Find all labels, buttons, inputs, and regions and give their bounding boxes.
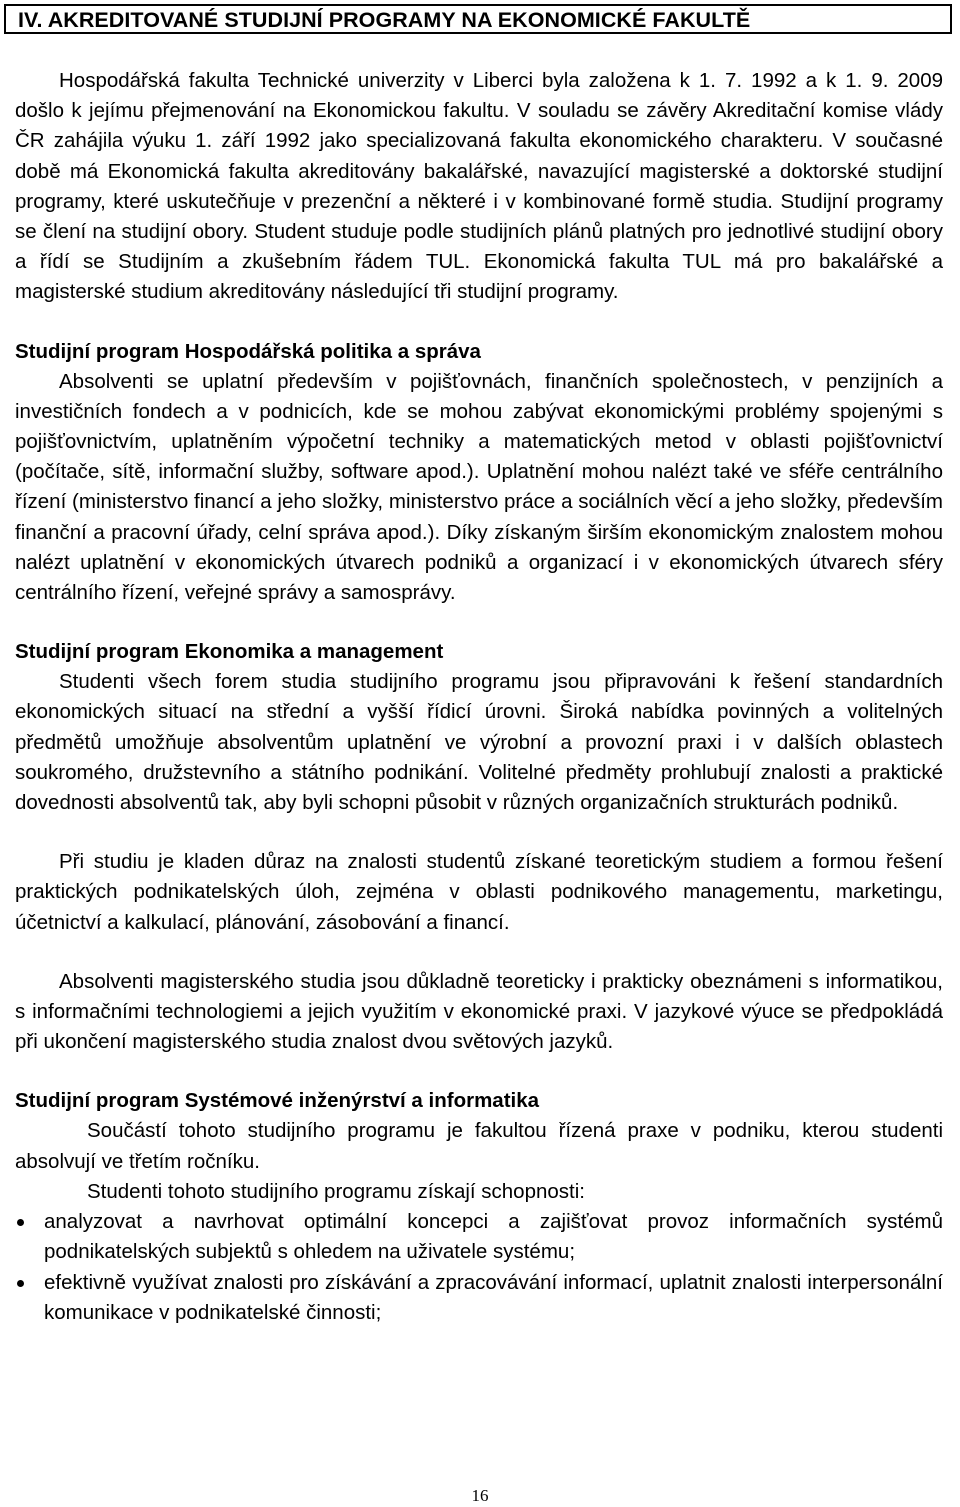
spacer [15,308,943,337]
program-paragraph: Absolventi magisterského studia jsou důkladně teoreticky i prakticky obeznámeni s informatikou, s informačními technologiemi a jejich využitím v ekonomické praxi. V jazykové výuce se předpokládá při ukončení magisterského studia znalost dvou světových jazyků. [15,969,943,1054]
list-item [15,1207,943,1267]
page-content [15,66,943,1328]
page-number: 16 [471,1486,489,1505]
spacer [15,608,943,637]
program-paragraph: Součástí tohoto studijního programu je fakultou řízená praxe v podniku, kterou studenti absolvují ve třetím ročníku. [15,1119,943,1173]
bullet-icon [17,1219,24,1226]
bullet-icon [17,1280,24,1287]
spacer [15,818,943,847]
program-section-ekonomika-management [15,637,943,1057]
spacer [15,938,943,967]
program-heading: Studijní program Hospodářská politika a správa [15,339,481,363]
list-item-text: efektivně využívat znalosti pro získávání a zpracovávání informací, uplatnit znalosti interpersonální komunikace v podnikatelské činnosti; [44,1270,943,1324]
program-heading: Studijní program Ekonomika a management [15,640,444,664]
program-section-hospodarska-politika [15,337,943,609]
program-paragraph: Absolventi se uplatní především v pojišťovnách, finančních společnostech, v penzijních a investičních fondech a v podnicích, kde se mohou zabývat ekonomickými problémy spojenými s pojišťovnictvím, uplatněním výpočetní techniky a matematických metod v oblasti pojišťovnictví (počítače, sítě, informační služby, software apod.). Uplatnění mohou nalézt také ve sféře centrálního řízení (ministerstvo financí a jeho složky, ministerstvo práce a sociálních věcí a jeho složky, především finanční a pracovní úřady, celní správa apod.). Díky získaným širším ekonomickým znalostem mohou nalézt uplatnění v ekonomických útvarech podniků a organizací i v ekonomických útvarech sféry centrálního řízení, veřejné správy a samosprávy. [15,369,943,605]
skills-list [15,1207,943,1328]
chapter-heading-box [4,4,952,34]
program-paragraph: Studenti tohoto studijního programu získají schopnosti: [87,1179,585,1203]
chapter-title: IV. AKREDITOVANÉ STUDIJNÍ PROGRAMY NA EKONOMICKÉ FAKULTĚ [18,8,751,32]
list-item [15,1268,943,1328]
spacer [15,1057,943,1086]
list-item-text: analyzovat a navrhovat optimální koncepci a zajišťovat provoz informačních systémů podnikatelských subjektů s ohledem na uživatele systému; [44,1210,943,1264]
program-section-systemove-inzenyrstvi [15,1086,943,1327]
program-paragraph: Studenti všech forem studia studijního programu jsou připravováni k řešení standardních ekonomických situací na střední a vyšší řídicí úrovni. Široká nabídka povinných a volitelných předmětů umožňuje absolventům uplatnění ve výrobní a provozní praxi i v dalších oblastech soukromého, družstevního a státního podnikání. Volitelné předměty prohlubují znalosti a praktické dovednosti absolventů tak, aby byli schopni působit v různých organizačních strukturách podniků. [15,670,943,815]
program-heading: Studijní program Systémové inženýrství a informatika [15,1089,540,1113]
intro-paragraph: Hospodářská fakulta Technické univerzity v Liberci byla založena k 1. 7. 1992 a k 1. 9. 2009 došlo k jejímu přejmenování na Ekonomickou fakultu. V souladu se závěry Akreditační komise vlády ČR zahájila výuku 1. září 1992 jako specializovaná fakulta ekonomického charakteru. V současné době má Ekonomická fakulta akreditovány bakalářské, navazující magisterské a doktorské studijní programy, které uskutečňuje v prezenční a některé i v kombinované formě studia. Studijní programy se člení na studijní obory. Student studuje podle studijních plánů platných pro jednotlivé studijní obory a řídí se Studijním a zkušebním řádem TUL. Ekonomická fakulta TUL má pro bakalářské a magisterské studium akreditovány následující tři studijní programy. [15,69,943,304]
program-paragraph: Při studiu je kladen důraz na znalosti studentů získané teoretickým studiem a formou řešení praktických podnikatelských úloh, zejména v oblasti podnikového managementu, marketingu, účetnictví a kalkulací, plánování, zásobování a financí. [15,850,943,934]
